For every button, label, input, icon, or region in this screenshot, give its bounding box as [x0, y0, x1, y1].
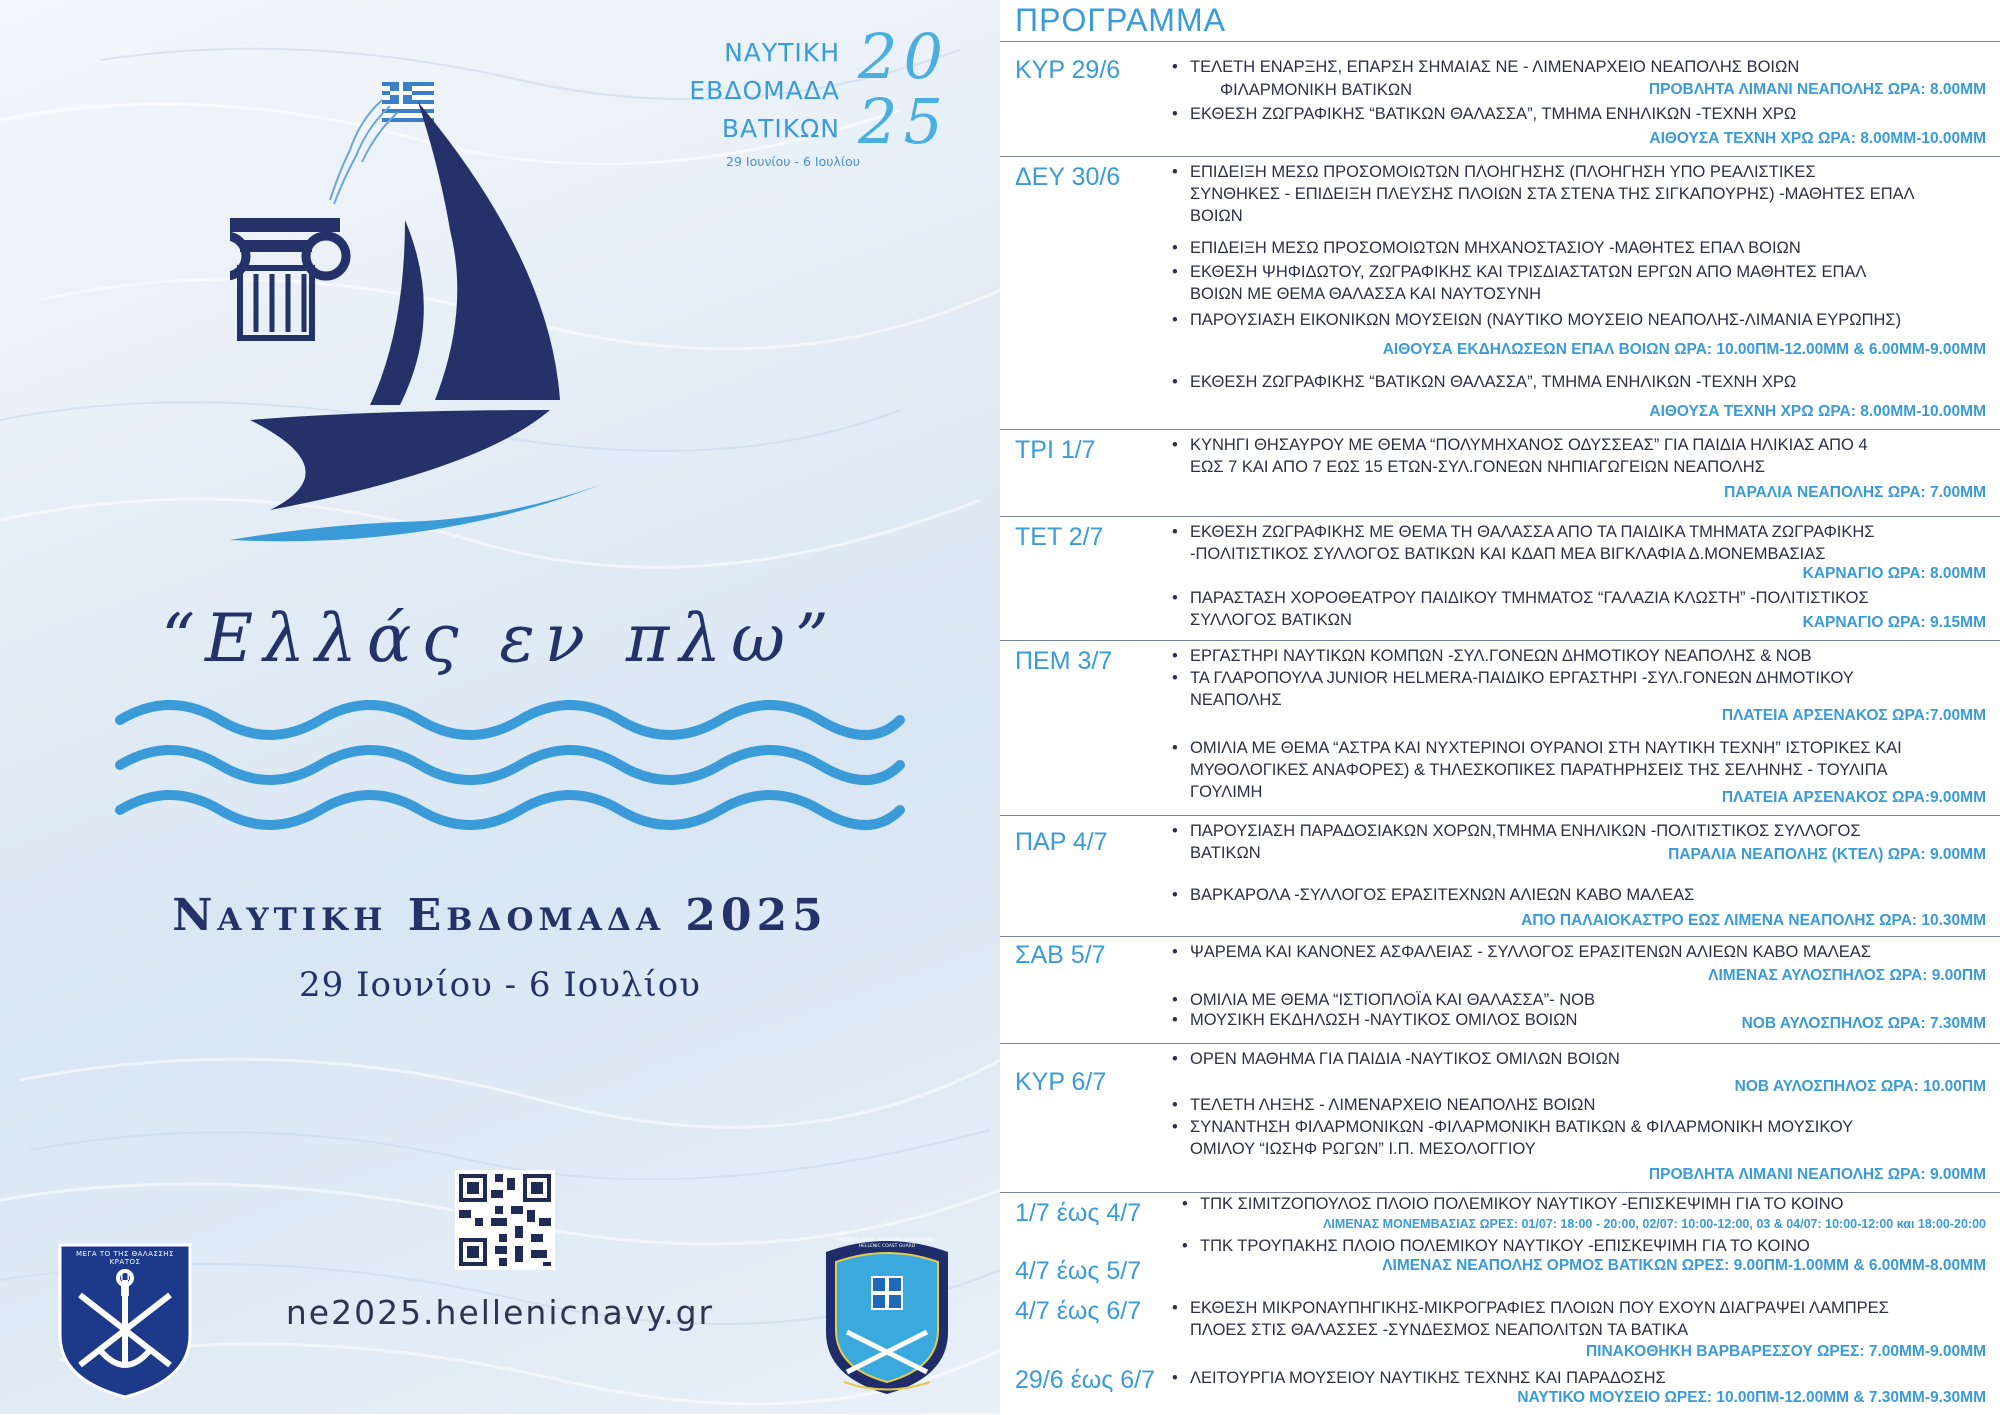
corner-dates: 29 Ιουνίου - 6 Ιουλίου	[726, 154, 860, 169]
event-item: • ΨΑΡΕΜΑ ΚΑΙ ΚΑΝΟΝΕΣ ΑΣΦΑΛΕΙΑΣ - ΣΥΛΛΟΓΟΣ ΕΡΑΣΙΤΕΝΩΝ ΑΛΙΕΩΝ ΚΑΒΟ ΜΑΛΕΑΣ	[1172, 943, 1871, 961]
program-day	[1000, 936, 2000, 1044]
event-item: • ΣΥΝΑΝΤΗΣΗ ΦΙΛΑΡΜΟΝΙΚΩΝ -ΦΙΛΑΡΜΟΝΙΚΗ ΒΑΤΙΚΩΝ & ΦΙΛΑΡΜΟΝΙΚΗ ΜΟΥΣΙΚΟΥ ΟΜΙΛΟΥ “ΙΩΣΗΦ ΡΩΓΩΝ” Ι.Π. ΜΕΣΟΛΟΓΓΙΟΥ	[1172, 1118, 1854, 1158]
event-item: • ΠΑΡΑΣΤΑΣΗ ΧΟΡΟΘΕΑΤΡΟΥ ΠΑΙΔΙΚΟΥ ΤΜΗΜΑΤΟΣ “ΓΑΛΑΖΙΑ ΚΛΩΣΤΗ” -ΠΟΛΙΤΙΣΤΙΚΟΣ ΣΥΛΛΟΓΟΣ ΒΑΤΙΚΩΝ	[1172, 589, 1869, 629]
event-item: • ΤΕΛΕΤΗ ΛΗΞΗΣ - ΛΙΜΕΝΑΡΧΕΙΟ ΝΕΑΠΟΛΗΣ ΒΟΙΩΝ	[1172, 1096, 1596, 1114]
event-location: ΝΟΒ ΑΥΛΟΣΠΗΛΟΣ ΩΡΑ: 7.30ΜΜ	[1741, 1015, 1986, 1032]
navy-emblem-text: ΜΕΓΑ ΤΟ ΤΗΣ ΘΑΛΑΣΣΗΣ ΚΡΑΤΟΣ	[76, 1250, 174, 1266]
event-location: ΠΙΝΑΚΟΘΗΚΗ ΒΑΡΒΑΡΕΣΣΟΥ ΩΡΕΣ: 7.00ΜΜ-9.00ΜΜ	[1585, 1343, 1986, 1360]
program-day	[1000, 156, 2000, 430]
program-day	[1000, 1043, 2000, 1193]
event-location: ΑΠΟ ΠΑΛΑΙΟΚΑΣΤΡΟ ΕΩΣ ΛΙΜΕΝΑ ΝΕΑΠΟΛΗΣ ΩΡΑ: 10.30ΜΜ	[1521, 912, 1986, 929]
event-location: ΛΙΜΕΝΑΣ ΜΟΝΕΜΒΑΣΙΑΣ ΩΡΕΣ: 01/07: 18:00 - 20:00, 02/07: 10:00-12:00, 03 & 04/07: 10:00-12:00 και 18:00-20:00	[1323, 1217, 1986, 1231]
day-label: ΔΕΥ 30/6	[1015, 163, 1121, 191]
event-item-cont: ΦΙΛΑΡΜΟΝΙΚΗ ΒΑΤΙΚΩΝ	[1220, 81, 1413, 99]
event-location: ΑΙΘΟΥΣΑ ΤΕΧΝΗ ΧΡΩ ΩΡΑ: 8.00ΜΜ-10.00ΜΜ	[1649, 403, 1986, 420]
coastguard-shield-icon	[822, 1232, 952, 1397]
event-location: ΑΙΘΟΥΣΑ ΤΕΧΝΗ ΧΡΩ ΩΡΑ: 8.00ΜΜ-10.00ΜΜ	[1649, 130, 1986, 147]
event-item: • ΕΚΘΕΣΗ ΖΩΓΡΑΦΙΚΗΣ “ΒΑΤΙΚΩΝ ΘΑΛΑΣΣΑ”, ΤΜΗΜΑ ΕΝΗΛΙΚΩΝ -ΤΕΧΝΗ ΧΡΩ	[1172, 373, 1797, 391]
event-item: • ΕΚΘΕΣΗ ΨΗΦΙΔΩΤΟΥ, ΖΩΓΡΑΦΙΚΗΣ ΚΑΙ ΤΡΙΣΔΙΑΣΤΑΤΩΝ ΕΡΓΩΝ ΑΠΟ ΜΑΘΗΤΕΣ ΕΠΑΛ ΒΟΙΩΝ ΜΕ ΘΕΜΑ ΘΑΛΑΣΣΑ ΚΑΙ ΝΑΥΤΟΣΥΝΗ	[1172, 263, 1867, 303]
day-label: ΚΥΡ 6/7	[1015, 1068, 1107, 1096]
event-location: ΚΑΡΝΑΓΙΟ ΩΡΑ: 8.00ΜΜ	[1802, 565, 1986, 582]
event-item: • ΕΚΘΕΣΗ ΖΩΓΡΑΦΙΚΗΣ ΜΕ ΘΕΜΑ ΤΗ ΘΑΛΑΣΣΑ ΑΠΟ ΤΑ ΠΑΙΔΙΚΑ ΤΜΗΜΑΤΑ ΖΩΓΡΑΦΙΚΗΣ -ΠΟΛΙΤΙΣΤΙΚΟΣ ΣΥΛΛΟΓΟΣ ΒΑΤΙΚΩΝ ΚΑΙ ΚΔΑΠ ΜΕΑ ΒΙΓΚΛΑΦΙΑ Δ.ΜΟΝΕΜΒΑΣΙΑΣ	[1172, 523, 1875, 563]
event-location: ΠΛΑΤΕΙΑ ΑΡΣΕΝΑΚΟΣ ΩΡΑ:7.00ΜΜ	[1721, 707, 1986, 724]
sailboat-emblem	[230, 80, 790, 580]
corner-title-line3: ΒΑΤΙΚΩΝ	[721, 114, 840, 143]
corner-title-line1: ΝΑΥΤΙΚΗ	[724, 38, 840, 67]
event-location: ΚΑΡΝΑΓΙΟ ΩΡΑ: 9.15ΜΜ	[1802, 614, 1986, 631]
event-location: ΛΙΜΕΝΑΣ ΑΥΛΟΣΠΗΛΟΣ ΩΡΑ: 9.00ΠΜ	[1708, 967, 1986, 984]
range-label: 4/7 έως 5/7	[1015, 1257, 1142, 1285]
event-item: • ΒΑΡΚΑΡΟΛΑ -ΣΥΛΛΟΓΟΣ ΕΡΑΣΙΤΕΧΝΩΝ ΑΛΙΕΩΝ ΚΑΒΟ ΜΑΛΕΑΣ	[1172, 886, 1695, 904]
program-extended	[1000, 1192, 2000, 1415]
poster-panel	[0, 0, 1000, 1414]
program-day	[1000, 516, 2000, 641]
day-label: ΤΕΤ 2/7	[1015, 523, 1104, 551]
event-title: Ναυτικη Εβδομαδα 2025	[172, 890, 828, 941]
event-item: • ΕΚΘΕΣΗ ΜΙΚΡΟΝΑΥΠΗΓΙΚΗΣ-ΜΙΚΡΟΓΡΑΦΙΕΣ ΠΛΟΙΩΝ ΠΟΥ ΕΧΟΥΝ ΔΙΑΓΡΑΨΕΙ ΛΑΜΠΡΕΣ ΠΛΟΕΣ ΣΤΙΣ ΘΑΛΑΣΣΕΣ -ΣΥΝΔΕΣΜΟΣ ΝΕΑΠΟΛΙΤΩΝ ΤΑ ΒΑΤΙΚΑ	[1172, 1299, 1889, 1339]
event-item: • ΤΠΚ ΤΡΟΥΠΑΚΗΣ ΠΛΟΙΟ ΠΟΛΕΜΙΚΟΥ ΝΑΥΤΙΚΟΥ -ΕΠΙΣΚΕΨΙΜΗ ΓΙΑ ΤΟ ΚΟΙΝΟ	[1182, 1237, 1810, 1255]
event-location: ΠΡΟΒΛΗΤΑ ΛΙΜΑΝΙ ΝΕΑΠΟΛΗΣ ΩΡΑ: 9.00ΜΜ	[1648, 1166, 1986, 1183]
event-location: ΑΙΘΟΥΣΑ ΕΚΔΗΛΩΣΕΩΝ ΕΠΑΛ ΒΟΙΩΝ ΩΡΑ: 10.00ΠΜ-12.00ΜΜ & 6.00ΜΜ-9.00ΜΜ	[1382, 341, 1986, 358]
range-label: 29/6 έως 6/7	[1015, 1366, 1156, 1394]
event-location: ΝΑΥΤΙΚΟ ΜΟΥΣΕΙΟ ΩΡΕΣ: 10.00ΠΜ-12.00ΜΜ & 7.30ΜΜ-9.30ΜΜ	[1517, 1389, 1986, 1406]
day-label: ΚΥΡ 29/6	[1015, 56, 1121, 84]
program-day	[1000, 815, 2000, 937]
event-item: • ΕΚΘΕΣΗ ΖΩΓΡΑΦΙΚΗΣ “ΒΑΤΙΚΩΝ ΘΑΛΑΣΣΑ”, ΤΜΗΜΑ ΕΝΗΛΙΚΩΝ -ΤΕΧΝΗ ΧΡΩ	[1172, 105, 1797, 123]
range-label: 1/7 έως 4/7	[1015, 1199, 1142, 1227]
event-item: • ΟΜΙΛΙΑ ΜΕ ΘΕΜΑ “ΙΣΤΙΟΠΛΟΪΑ ΚΑΙ ΘΑΛΑΣΣΑ”- ΝΟΒ	[1172, 991, 1595, 1009]
day-label: ΤΡΙ 1/7	[1015, 436, 1096, 464]
event-location: ΝΟΒ ΑΥΛΟΣΠΗΛΟΣ ΩΡΑ: 10.00ΠΜ	[1734, 1078, 1986, 1095]
corner-year-top: 20	[858, 20, 949, 93]
event-location: ΠΑΡΑΛΙΑ ΝΕΑΠΟΛΗΣ ΩΡΑ: 7.00ΜΜ	[1724, 484, 1986, 501]
program-day	[1000, 429, 2000, 517]
range-label: 4/7 έως 6/7	[1015, 1297, 1142, 1325]
event-item: • ΕΡΓΑΣΤΗΡΙ ΝΑΥΤΙΚΩΝ ΚΟΜΠΩΝ -ΣΥΛ.ΓΟΝΕΩΝ ΔΗΜΟΤΙΚΟΥ ΝΕΑΠΟΛΗΣ & ΝΟΒ	[1172, 647, 1812, 665]
navy-emblem	[55, 1240, 195, 1400]
day-label: ΣΑΒ 5/7	[1015, 941, 1106, 969]
event-item: • ΟΜΙΛΙΑ ΜΕ ΘΕΜΑ “ΑΣΤΡΑ ΚΑΙ ΝΥΧΤΕΡΙΝΟΙ ΟΥΡΑΝΟΙ ΣΤΗ ΝΑΥΤΙΚΗ ΤΕΧΝΗ” ΙΣΤΟΡΙΚΕΣ ΚΑΙ ΜΥΘΟΛΟΓΙΚΕΣ ΑΝΑΦΟΡΕΣ) & ΤΗΛΕΣΚΟΠΙΚΕΣ ΠΑΡΑΤΗΡΗΣΕΙΣ ΤΗΣ ΣΕΛΗΝΗΣ - ΤΟΥΛΙΠΑ ΓΟΥΛΙΜΗ	[1172, 739, 1902, 801]
program-day	[1000, 41, 2000, 157]
motto: “Ελλάς εν πλω”	[161, 600, 839, 677]
navy-emblem-letters: Π Ν	[119, 1268, 171, 1300]
event-item: • ΚΥΝΗΓΙ ΘΗΣΑΥΡΟΥ ΜΕ ΘΕΜΑ “ΠΟΛΥΜΗΧΑΝΟΣ ΟΔΥΣΣΕΑΣ” ΓΙΑ ΠΑΙΔΙΑ ΗΛΙΚΙΑΣ ΑΠΟ 4 ΕΩΣ 7 ΚΑΙ ΑΠΟ 7 ΕΩΣ 15 ΕΤΩΝ-ΣΥΛ.ΓΟΝΕΩΝ ΝΗΠΙΑΓΩΓΕΙΩΝ ΝΕΑΠΟΛΗΣ	[1172, 436, 1868, 476]
day-label: ΠΑΡ 4/7	[1015, 828, 1108, 856]
corner-year-bottom: 25	[858, 85, 949, 158]
event-location: ΠΡΟΒΛΗΤΑ ΛΙΜΑΝΙ ΝΕΑΠΟΛΗΣ ΩΡΑ: 8.00ΜΜ	[1648, 81, 1986, 98]
event-item: • ΕΠΙΔΕΙΞΗ ΜΕΣΩ ΠΡΟΣΟΜΟΙΩΤΩΝ ΠΛΟΗΓΗΣΗΣ (ΠΛΟΗΓΗΣΗ ΥΠΟ ΡΕΑΛΙΣΤΙΚΕΣ ΣΥΝΘΗΚΕΣ - ΕΠΙΔΕΙΞΗ ΠΛΕΥΣΗΣ ΠΛΟΙΩΝ ΣΤΑ ΣΤΕΝΑ ΤΗΣ ΣΙΓΚΑΠΟΥΡΗΣ) -ΜΑΘΗΤΕΣ ΕΠΑΛ ΒΟΙΩΝ	[1172, 163, 1915, 225]
event-item: • ΠΑΡΟΥΣΙΑΣΗ ΕΙΚΟΝΙΚΩΝ ΜΟΥΣΕΙΩΝ (ΝΑΥΤΙΚΟ ΜΟΥΣΕΙΟ ΝΕΑΠΟΛΗΣ-ΛΙΜΑΝΙΑ ΕΥΡΩΠΗΣ)	[1172, 311, 1902, 329]
program-title: ΠΡΟΓΡΑΜΜΑ	[1015, 2, 1226, 38]
website-link[interactable]: ne2025.hellenicnavy.gr	[285, 1293, 715, 1332]
event-dates: 29 Ιουνίου - 6 Ιουλίου	[299, 965, 701, 1005]
event-item: • ΛΕΙΤΟΥΡΓΙΑ ΜΟΥΣΕΙΟΥ ΝΑΥΤΙΚΗΣ ΤΕΧΝΗΣ ΚΑΙ ΠΑΡΑΔΟΣΗΣ	[1172, 1369, 1666, 1387]
event-item: • OPEN ΜΑΘΗΜΑ ΓΙΑ ΠΑΙΔΙΑ -ΝΑΥΤΙΚΟΣ ΟΜΙΛΩΝ ΒΟΙΩΝ	[1172, 1050, 1620, 1068]
decorative-waves	[110, 700, 910, 840]
qr-code[interactable]	[455, 1170, 555, 1270]
event-item: • ΜΟΥΣΙΚΗ ΕΚΔΗΛΩΣΗ -ΝΑΥΤΙΚΟΣ ΟΜΙΛΟΣ ΒΟΙΩΝ	[1172, 1011, 1578, 1029]
event-item: • ΕΠΙΔΕΙΞΗ ΜΕΣΩ ΠΡΟΣΟΜΟΙΩΤΩΝ ΜΗΧΑΝΟΣΤΑΣΙΟΥ -ΜΑΘΗΤΕΣ ΕΠΑΛ ΒΟΙΩΝ	[1172, 239, 1801, 257]
event-location: ΛΙΜΕΝΑΣ ΝΕΑΠΟΛΗΣ ΟΡΜΟΣ ΒΑΤΙΚΩΝ ΩΡΕΣ: 9.00ΠΜ-1.00ΜΜ & 6.00ΜΜ-8.00ΜΜ	[1382, 1257, 1986, 1274]
program-panel	[1000, 0, 2000, 1414]
ionic-column-icon	[230, 218, 346, 338]
event-item: • ΤΑ ΓΛΑΡΟΠΟΥΛΑ JUNIOR HELMERA-ΠΑΙΔΙΚΟ ΕΡΓΑΣΤΗΡΙ -ΣΥΛ.ΓΟΝΕΩΝ ΔΗΜΟΤΙΚΟΥ ΝΕΑΠΟΛΗΣ	[1172, 669, 1854, 709]
coastguard-emblem	[822, 1232, 952, 1397]
event-item: • ΠΑΡΟΥΣΙΑΣΗ ΠΑΡΑΔΟΣΙΑΚΩΝ ΧΟΡΩΝ,ΤΜΗΜΑ ΕΝΗΛΙΚΩΝ -ΠΟΛΙΤΙΣΤΙΚΟΣ ΣΥΛΛΟΓΟΣ ΒΑΤΙΚΩΝ	[1172, 822, 1861, 862]
corner-title-line2: ΕΒΔΟΜΑΔΑ	[689, 76, 840, 105]
event-location: ΠΑΡΑΛΙΑ ΝΕΑΠΟΛΗΣ (ΚΤΕΛ) ΩΡΑ: 9.00ΜΜ	[1668, 846, 1986, 863]
event-item: • ΤΠΚ ΣΙΜΙΤΖΟΠΟΥΛΟΣ ΠΛΟΙΟ ΠΟΛΕΜΙΚΟΥ ΝΑΥΤΙΚΟΥ -ΕΠΙΣΚΕΨΙΜΗ ΓΙΑ ΤΟ ΚΟΙΝΟ	[1182, 1195, 1844, 1213]
program-day	[1000, 640, 2000, 816]
event-item: • ΤΕΛΕΤΗ ΕΝΑΡΞΗΣ, ΕΠΑΡΣΗ ΣΗΜΑΙΑΣ ΝΕ - ΛΙΜΕΝΑΡΧΕΙΟ ΝΕΑΠΟΛΗΣ ΒΟΙΩΝ	[1172, 58, 1800, 76]
coastguard-emblem-text: ΛΙΜΕΝΙΚΟ ΣΩΜΑ - ΕΛΛΗΝΙΚΗ ΑΚΤΟΦΥΛΑΚΗ · HELLENIC COAST GUARD	[836, 1238, 938, 1249]
event-location: ΠΛΑΤΕΙΑ ΑΡΣΕΝΑΚΟΣ ΩΡΑ:9.00ΜΜ	[1721, 789, 1986, 806]
day-label: ΠΕΜ 3/7	[1015, 647, 1113, 675]
greek-flag-icon	[330, 82, 434, 204]
